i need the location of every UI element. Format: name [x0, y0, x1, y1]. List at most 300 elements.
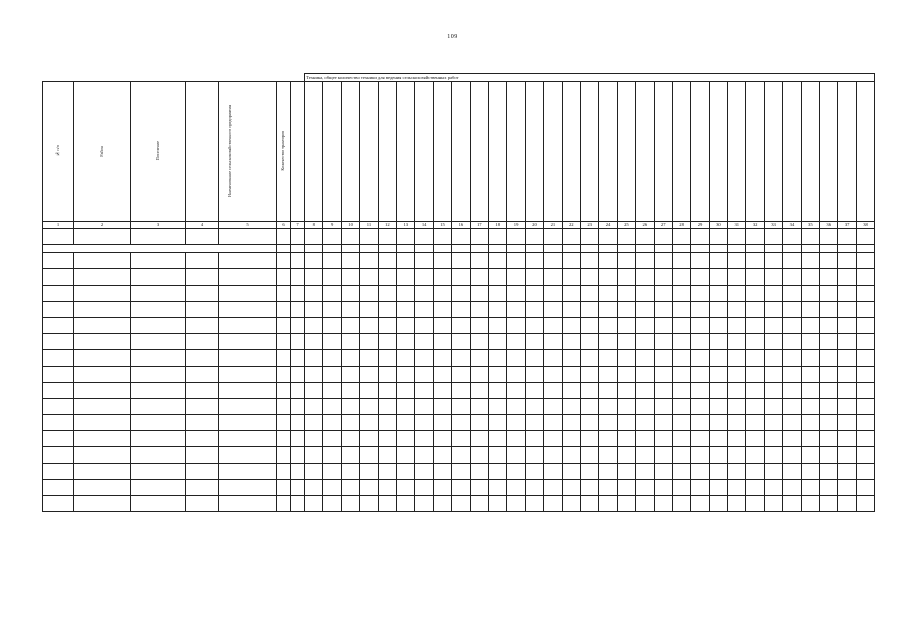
value-cell: [323, 229, 341, 245]
value-cell: [599, 366, 617, 382]
value-cell: [544, 496, 562, 512]
total-value: [415, 245, 433, 253]
value-cell: [305, 398, 323, 414]
value-cell: [838, 269, 856, 285]
value-cell: [433, 382, 451, 398]
value-cell: [360, 431, 378, 447]
value-cell: [507, 334, 525, 350]
value-cell: [838, 382, 856, 398]
value-cell: [562, 431, 580, 447]
value-cell: [433, 431, 451, 447]
value-cell: [764, 382, 782, 398]
value-cell: [599, 382, 617, 398]
organization-cell: [219, 301, 277, 317]
total-row: [43, 245, 875, 253]
value-cell: [820, 269, 838, 285]
column-number: 22: [562, 222, 580, 229]
value-cell: [580, 285, 598, 301]
value-cell: [507, 479, 525, 495]
value-cell: [433, 317, 451, 333]
column-header: [378, 82, 396, 222]
value-cell: [654, 317, 672, 333]
value-cell: [856, 447, 874, 463]
column-header: [131, 82, 186, 222]
organization-cell: [219, 382, 277, 398]
value-cell: [709, 447, 727, 463]
value-cell: [672, 350, 690, 366]
value-cell: [544, 431, 562, 447]
value-cell: [801, 317, 819, 333]
value-cell: [525, 317, 543, 333]
value-cell: [691, 463, 709, 479]
value-cell: [709, 229, 727, 245]
value-cell: [489, 334, 507, 350]
value-cell: [341, 479, 359, 495]
column-header: [746, 82, 764, 222]
value-cell: [636, 269, 654, 285]
value-cell: [580, 253, 598, 269]
value-cell: [489, 382, 507, 398]
table-row: [43, 269, 875, 285]
value-cell: [341, 301, 359, 317]
column-header: [43, 82, 74, 222]
table-row: [43, 496, 875, 512]
value-cell: [489, 229, 507, 245]
value-cell: [654, 496, 672, 512]
value-cell: [709, 366, 727, 382]
value-cell: [562, 366, 580, 382]
value-cell: [470, 366, 488, 382]
column-header-label: Поселение: [154, 141, 160, 161]
column-number: 1: [43, 222, 74, 229]
value-cell: [470, 301, 488, 317]
column-number: 2: [74, 222, 131, 229]
value-cell: [672, 229, 690, 245]
district-cell: [74, 269, 131, 285]
value-cell: [801, 229, 819, 245]
value-cell: [507, 350, 525, 366]
value-cell: [599, 253, 617, 269]
value-cell: [507, 366, 525, 382]
value-cell: [599, 479, 617, 495]
value-cell: [801, 301, 819, 317]
value-cell: [856, 398, 874, 414]
value-cell: [709, 463, 727, 479]
value-cell: [378, 269, 396, 285]
district-cell: [74, 334, 131, 350]
value-cell: [801, 269, 819, 285]
value-cell: [360, 350, 378, 366]
area-cell: [186, 366, 219, 382]
column-number: 37: [838, 222, 856, 229]
value-cell: [397, 479, 415, 495]
value-cell: [617, 431, 635, 447]
value-cell: [323, 382, 341, 398]
value-cell: [305, 447, 323, 463]
value-cell: [544, 334, 562, 350]
value-cell: [691, 334, 709, 350]
value-cell: [838, 431, 856, 447]
value-cell: [470, 334, 488, 350]
value-cell: [525, 479, 543, 495]
value-cell: [305, 382, 323, 398]
value-cell: [291, 285, 305, 301]
value-cell: [277, 366, 291, 382]
value-cell: [544, 382, 562, 398]
value-cell: [838, 447, 856, 463]
row-number: [43, 496, 74, 512]
value-cell: [544, 415, 562, 431]
value-cell: [709, 431, 727, 447]
settlement-cell: [131, 269, 186, 285]
value-cell: [691, 253, 709, 269]
value-cell: [801, 415, 819, 431]
value-cell: [305, 229, 323, 245]
district-cell: [74, 285, 131, 301]
column-number: 8: [305, 222, 323, 229]
value-cell: [746, 415, 764, 431]
value-cell: [856, 285, 874, 301]
value-cell: [341, 350, 359, 366]
value-cell: [838, 350, 856, 366]
value-cell: [636, 366, 654, 382]
organization-cell: [219, 253, 277, 269]
value-cell: [525, 496, 543, 512]
column-header: [838, 82, 856, 222]
value-cell: [856, 496, 874, 512]
value-cell: [672, 334, 690, 350]
organization-cell: [219, 350, 277, 366]
district-cell: [74, 415, 131, 431]
value-cell: [291, 334, 305, 350]
value-cell: [291, 253, 305, 269]
value-cell: [525, 398, 543, 414]
value-cell: [654, 447, 672, 463]
value-cell: [323, 301, 341, 317]
value-cell: [277, 431, 291, 447]
value-cell: [728, 269, 746, 285]
value-cell: [507, 496, 525, 512]
value-cell: [397, 317, 415, 333]
value-cell: [746, 382, 764, 398]
value-cell: [599, 229, 617, 245]
value-cell: [728, 366, 746, 382]
value-cell: [323, 415, 341, 431]
value-cell: [341, 398, 359, 414]
value-cell: [691, 479, 709, 495]
value-cell: [617, 415, 635, 431]
value-cell: [764, 479, 782, 495]
district-cell: [74, 350, 131, 366]
total-value: [489, 245, 507, 253]
value-cell: [672, 463, 690, 479]
value-cell: [746, 229, 764, 245]
column-header-label: Наименование сельскохозяйственного предприятия: [226, 104, 232, 197]
value-cell: [691, 301, 709, 317]
value-cell: [525, 447, 543, 463]
value-cell: [452, 431, 470, 447]
value-cell: [728, 285, 746, 301]
value-cell: [728, 350, 746, 366]
total-value: [323, 245, 341, 253]
organization-cell: [219, 431, 277, 447]
value-cell: [654, 253, 672, 269]
value-cell: [783, 415, 801, 431]
value-cell: [728, 317, 746, 333]
value-cell: [397, 415, 415, 431]
value-cell: [415, 496, 433, 512]
district-cell: [74, 301, 131, 317]
value-cell: [360, 301, 378, 317]
column-header: [452, 82, 470, 222]
value-cell: [305, 479, 323, 495]
value-cell: [397, 447, 415, 463]
area-cell: [186, 496, 219, 512]
total-value: [672, 245, 690, 253]
value-cell: [820, 496, 838, 512]
value-cell: [341, 285, 359, 301]
value-cell: [580, 334, 598, 350]
value-cell: [672, 317, 690, 333]
total-value: [341, 245, 359, 253]
value-cell: [709, 301, 727, 317]
value-cell: [415, 398, 433, 414]
value-cell: [746, 301, 764, 317]
value-cell: [599, 447, 617, 463]
value-cell: [691, 269, 709, 285]
value-cell: [654, 398, 672, 414]
value-cell: [291, 415, 305, 431]
value-cell: [599, 334, 617, 350]
value-cell: [636, 334, 654, 350]
value-cell: [617, 350, 635, 366]
value-cell: [415, 253, 433, 269]
value-cell: [562, 350, 580, 366]
value-cell: [764, 447, 782, 463]
value-cell: [783, 463, 801, 479]
value-cell: [433, 350, 451, 366]
value-cell: [525, 382, 543, 398]
value-cell: [856, 253, 874, 269]
value-cell: [507, 398, 525, 414]
column-header: [654, 82, 672, 222]
value-cell: [617, 317, 635, 333]
column-number-row: [43, 222, 875, 229]
value-cell: [728, 463, 746, 479]
value-cell: [525, 334, 543, 350]
value-cell: [654, 269, 672, 285]
value-cell: [277, 496, 291, 512]
value-cell: [562, 253, 580, 269]
value-cell: [636, 398, 654, 414]
value-cell: [277, 269, 291, 285]
value-cell: [783, 496, 801, 512]
value-cell: [728, 496, 746, 512]
value-cell: [277, 463, 291, 479]
value-cell: [525, 269, 543, 285]
value-cell: [636, 447, 654, 463]
table-row: [43, 479, 875, 495]
value-cell: [801, 350, 819, 366]
total-value: [525, 245, 543, 253]
value-cell: [838, 285, 856, 301]
value-cell: [580, 350, 598, 366]
value-cell: [562, 415, 580, 431]
total-value: [764, 245, 782, 253]
value-cell: [507, 415, 525, 431]
value-cell: [838, 253, 856, 269]
value-cell: [452, 285, 470, 301]
column-header: [599, 82, 617, 222]
column-header: [186, 82, 219, 222]
value-cell: [672, 285, 690, 301]
value-cell: [489, 301, 507, 317]
value-cell: [672, 431, 690, 447]
value-cell: [415, 447, 433, 463]
value-cell: [820, 398, 838, 414]
column-header: [672, 82, 690, 222]
value-cell: [470, 269, 488, 285]
value-cell: [764, 398, 782, 414]
table-row: [43, 382, 875, 398]
value-cell: [691, 382, 709, 398]
value-cell: [636, 415, 654, 431]
row-number: [43, 253, 74, 269]
settlement-cell: [131, 253, 186, 269]
value-cell: [470, 496, 488, 512]
value-cell: [580, 463, 598, 479]
value-cell: [820, 415, 838, 431]
value-cell: [277, 479, 291, 495]
area-cell: [186, 229, 219, 245]
value-cell: [764, 463, 782, 479]
value-cell: [470, 317, 488, 333]
column-header: [636, 82, 654, 222]
value-cell: [378, 317, 396, 333]
value-cell: [507, 229, 525, 245]
column-number: 5: [219, 222, 277, 229]
value-cell: [654, 415, 672, 431]
value-cell: [691, 366, 709, 382]
district-cell: [74, 382, 131, 398]
area-cell: [186, 415, 219, 431]
value-cell: [746, 317, 764, 333]
value-cell: [489, 415, 507, 431]
value-cell: [838, 317, 856, 333]
value-cell: [783, 382, 801, 398]
value-cell: [856, 317, 874, 333]
value-cell: [452, 447, 470, 463]
value-cell: [452, 496, 470, 512]
value-cell: [415, 301, 433, 317]
value-cell: [562, 269, 580, 285]
value-cell: [489, 447, 507, 463]
value-cell: [360, 447, 378, 463]
total-value: [856, 245, 874, 253]
column-number: 11: [360, 222, 378, 229]
value-cell: [277, 301, 291, 317]
value-cell: [360, 463, 378, 479]
agricultural-machinery-table: [42, 73, 875, 512]
value-cell: [489, 431, 507, 447]
value-cell: [489, 496, 507, 512]
value-cell: [636, 301, 654, 317]
value-cell: [617, 366, 635, 382]
value-cell: [470, 285, 488, 301]
value-cell: [580, 415, 598, 431]
value-cell: [764, 350, 782, 366]
column-header: [323, 82, 341, 222]
total-value: [691, 245, 709, 253]
value-cell: [617, 382, 635, 398]
organization-cell: [219, 285, 277, 301]
value-cell: [636, 229, 654, 245]
value-cell: [709, 334, 727, 350]
column-number: 27: [654, 222, 672, 229]
value-cell: [709, 496, 727, 512]
value-cell: [617, 479, 635, 495]
value-cell: [360, 415, 378, 431]
value-cell: [801, 382, 819, 398]
value-cell: [305, 415, 323, 431]
value-cell: [452, 350, 470, 366]
value-cell: [305, 253, 323, 269]
table-row: [43, 447, 875, 463]
value-cell: [764, 269, 782, 285]
column-number: 28: [672, 222, 690, 229]
total-value: [544, 245, 562, 253]
value-cell: [291, 463, 305, 479]
value-cell: [397, 496, 415, 512]
area-cell: [186, 334, 219, 350]
value-cell: [691, 398, 709, 414]
area-cell: [186, 479, 219, 495]
value-cell: [323, 285, 341, 301]
area-cell: [186, 269, 219, 285]
value-cell: [291, 496, 305, 512]
value-cell: [746, 253, 764, 269]
value-cell: [820, 382, 838, 398]
value-cell: [305, 269, 323, 285]
value-cell: [507, 269, 525, 285]
value-cell: [341, 366, 359, 382]
value-cell: [277, 382, 291, 398]
value-cell: [544, 350, 562, 366]
value-cell: [305, 496, 323, 512]
column-header: [507, 82, 525, 222]
column-header-label: № п/п: [54, 145, 60, 157]
value-cell: [341, 447, 359, 463]
column-header: [856, 82, 874, 222]
value-cell: [415, 350, 433, 366]
value-cell: [820, 253, 838, 269]
value-cell: [691, 317, 709, 333]
value-cell: [378, 301, 396, 317]
area-cell: [186, 382, 219, 398]
value-cell: [323, 463, 341, 479]
value-cell: [636, 479, 654, 495]
value-cell: [291, 366, 305, 382]
value-cell: [305, 317, 323, 333]
value-cell: [397, 382, 415, 398]
table-row: [43, 317, 875, 333]
value-cell: [397, 431, 415, 447]
value-cell: [783, 398, 801, 414]
value-cell: [580, 229, 598, 245]
value-cell: [378, 496, 396, 512]
value-cell: [764, 317, 782, 333]
value-cell: [838, 496, 856, 512]
